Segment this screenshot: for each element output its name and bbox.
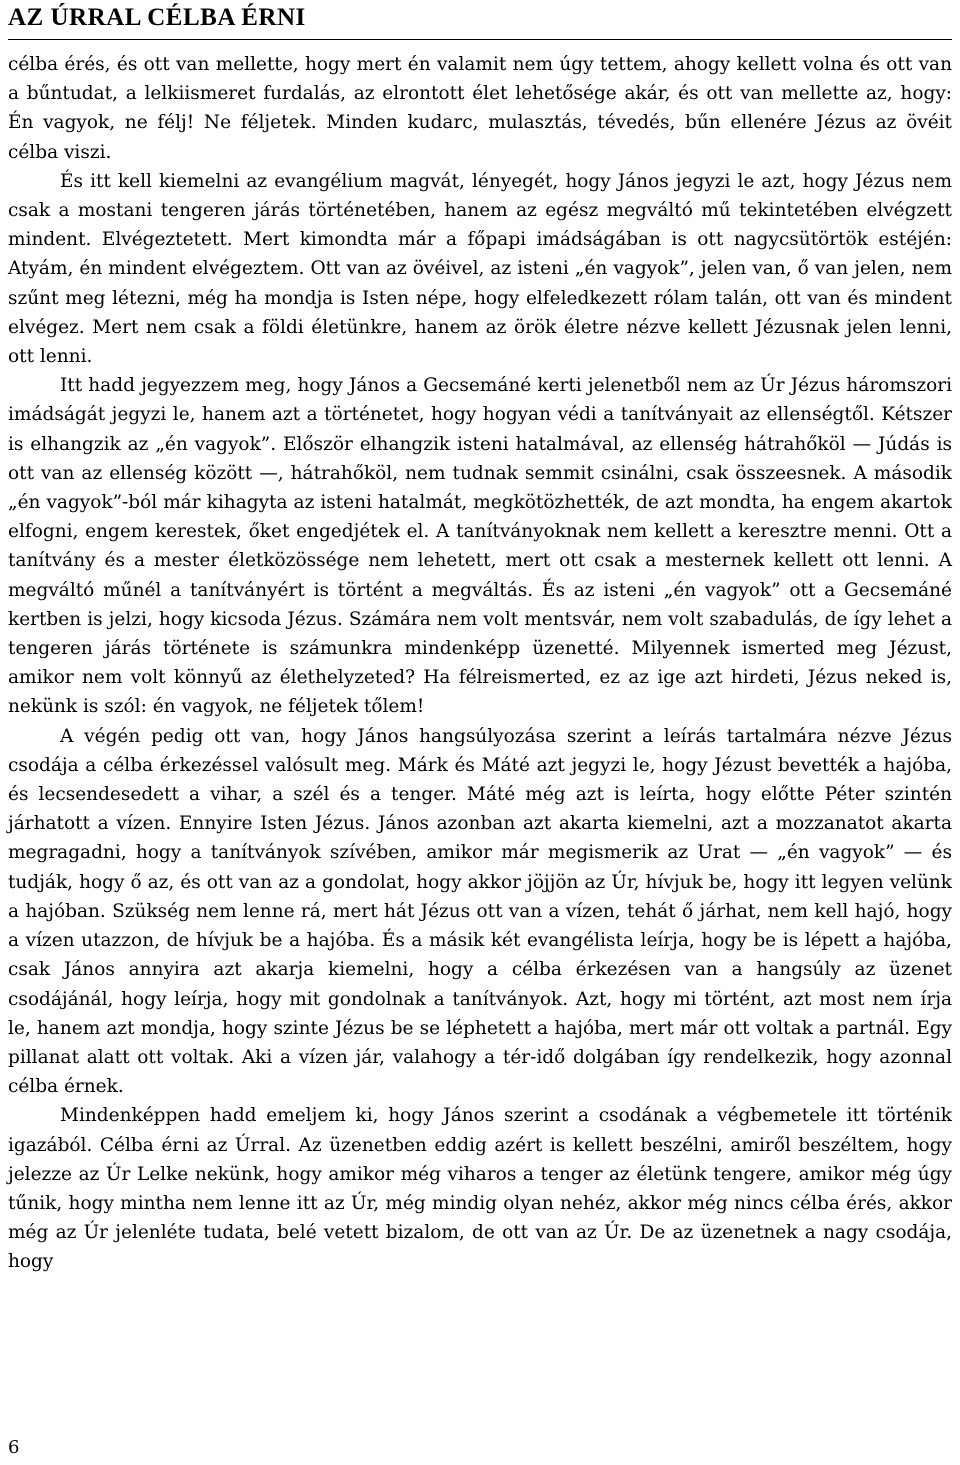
paragraph: célba érés, és ott van mellette, hogy mert én valamit nem úgy tettem, ahogy kellett volna és ott van a bűntudat, a lelkiismeret furdalás, az elrontott élet lehetősége akár, és ott van mellette az, hogy: Én vagyok, ne félj! Ne féljetek. Minden kudarc, mulasztás, tévedés, bűn ellenére Jézus az övéit célba viszi. — [8, 54, 952, 163]
header-divider — [8, 39, 952, 40]
page-number: 6 — [8, 1437, 20, 1458]
paragraph: És itt kell kiemelni az evangélium magvát, lényegét, hogy János jegyzi le azt, hogy Jézus nem csak a mostani tengeren járás történetében, hanem az egész megváltó mű tekintetében elvégzett mindent. Elvégeztetett. Mert kimondta már a főpapi imádságában is ott nagycsütörtök estéjén: Atyám, én mindent elvégeztem. Ott van az övéivel, az isteni „én vagyok”, jelen van, ő van jelen, nem szűnt meg létezni, még ha mondja is Isten népe, hogy elfeledkezett rólam talán, ott van és mindent elvégez. Mert nem csak a földi életünkre, hanem az örök életre nézve kellett Jézusnak jelen lenni, ott lenni. — [8, 170, 952, 368]
page-title: AZ ÚRRAL CÉLBA ÉRNI — [8, 4, 306, 31]
paragraph: Mindenképpen hadd emeljem ki, hogy János szerint a csodának a végbemetele itt történik igazából. Célba érni az Úrral. Az üzenetben eddig azért is kellett beszélni, amiről beszéltem, hogy jelezze az Úr Lelke nekünk, hogy amikor még viharos a tenger az életünk tengere, amikor még úgy tűnik, hogy mintha nem lenne itt az Úr, még mindig olyan nehéz, akkor még nincs célba érés, akkor még az Úr jelenléte tudata, belé vetett bizalom, de ott van az Úr. De az üzenetnek a nagy csodája, hogy — [8, 1105, 952, 1273]
body-text — [8, 50, 952, 1277]
paragraph: A végén pedig ott van, hogy János hangsúlyozása szerint a leírás tartalmára nézve Jézus csodája a célba érkezéssel valósult meg. Márk és Máté azt jegyzi le, hogy Jézust bevették a hajóba, és lecsendesedett a vihar, a szél és a tenger. Máté még azt is leírta, hogy előtte Péter szintén járhatott a vízen. Ennyire Isten Jézus. János azonban azt akarta kiemelni, azt a mozzanatot akarta megragadni, hogy a tanítványok szívében, amikor már megismerik az Urat — „én vagyok” — és tudják, hogy ő az, és ott van az a gondolat, hogy akkor jöjjön az Úr, hívjuk be, hogy itt legyen velünk a hajóban. Szükség nem lenne rá, mert hát Jézus ott van a vízen, tehát ő járhat, nem kell hajó, hogy a vízen utazzon, de hívjuk be a hajóba. És a másik két evangélista leírja, hogy be is lépett a hajóba, csak János annyira azt akarja kiemelni, hogy a célba érkezésen van a hangsúly az üzenet csodájánál, hogy leírja, hogy mit gondolnak a tanítványok. Azt, hogy mi történt, azt most nem írja le, hanem azt mondja, hogy szinte Jézus be se léphetett a hajóba, mert már ott voltak a partnál. Egy pillanat alatt ott voltak. Aki a vízen jár, valahogy a tér-idő dolgában így rendelkezik, hogy azonnal célba érnek. — [8, 725, 952, 1098]
page — [8, 0, 952, 1277]
paragraph: Itt hadd jegyezzem meg, hogy János a Gecsemáné kerti jelenetből nem az Úr Jézus háromszori imádságát jegyzi le, hanem azt a történetet, hogy hogyan védi a tanítványait az ellenségtől. Kétszer is elhangzik az „én vagyok”. Először elhangzik isteni hatalmával, az ellenség hátrahőköl — Júdás is ott van az ellenség között —, hátrahőköl, nem tudnak semmit csinálni, csak összeesnek. A második „én vagyok”-ból már kihagyta az isteni hatalmát, megkötözhették, de azt mondta, ha engem akartok elfogni, engem kerestek, őket engedjétek el. A tanítványoknak nem kellett a keresztre menni. Ott a tanítvány és a mester életközössége nem lehetett, mert ott csak a mesternek kellett ott lenni. A megváltó műnél a tanítványért is történt a megváltás. És az isteni „én vagyok” ott a Gecsemáné kertben is jelzi, hogy kicsoda Jézus. Számára nem volt mentsvár, nem volt szabadulás, de így lehet a tengeren járás története is számunkra mindenképp üzenetté. Milyennek ismerted meg Jézust, amikor nem volt könnyű az élethelyzeted? Ha félreismerted, ez az ige azt hirdeti, Jézus neked is, nekünk is szól: én vagyok, ne féljetek tőlem! — [8, 375, 952, 718]
